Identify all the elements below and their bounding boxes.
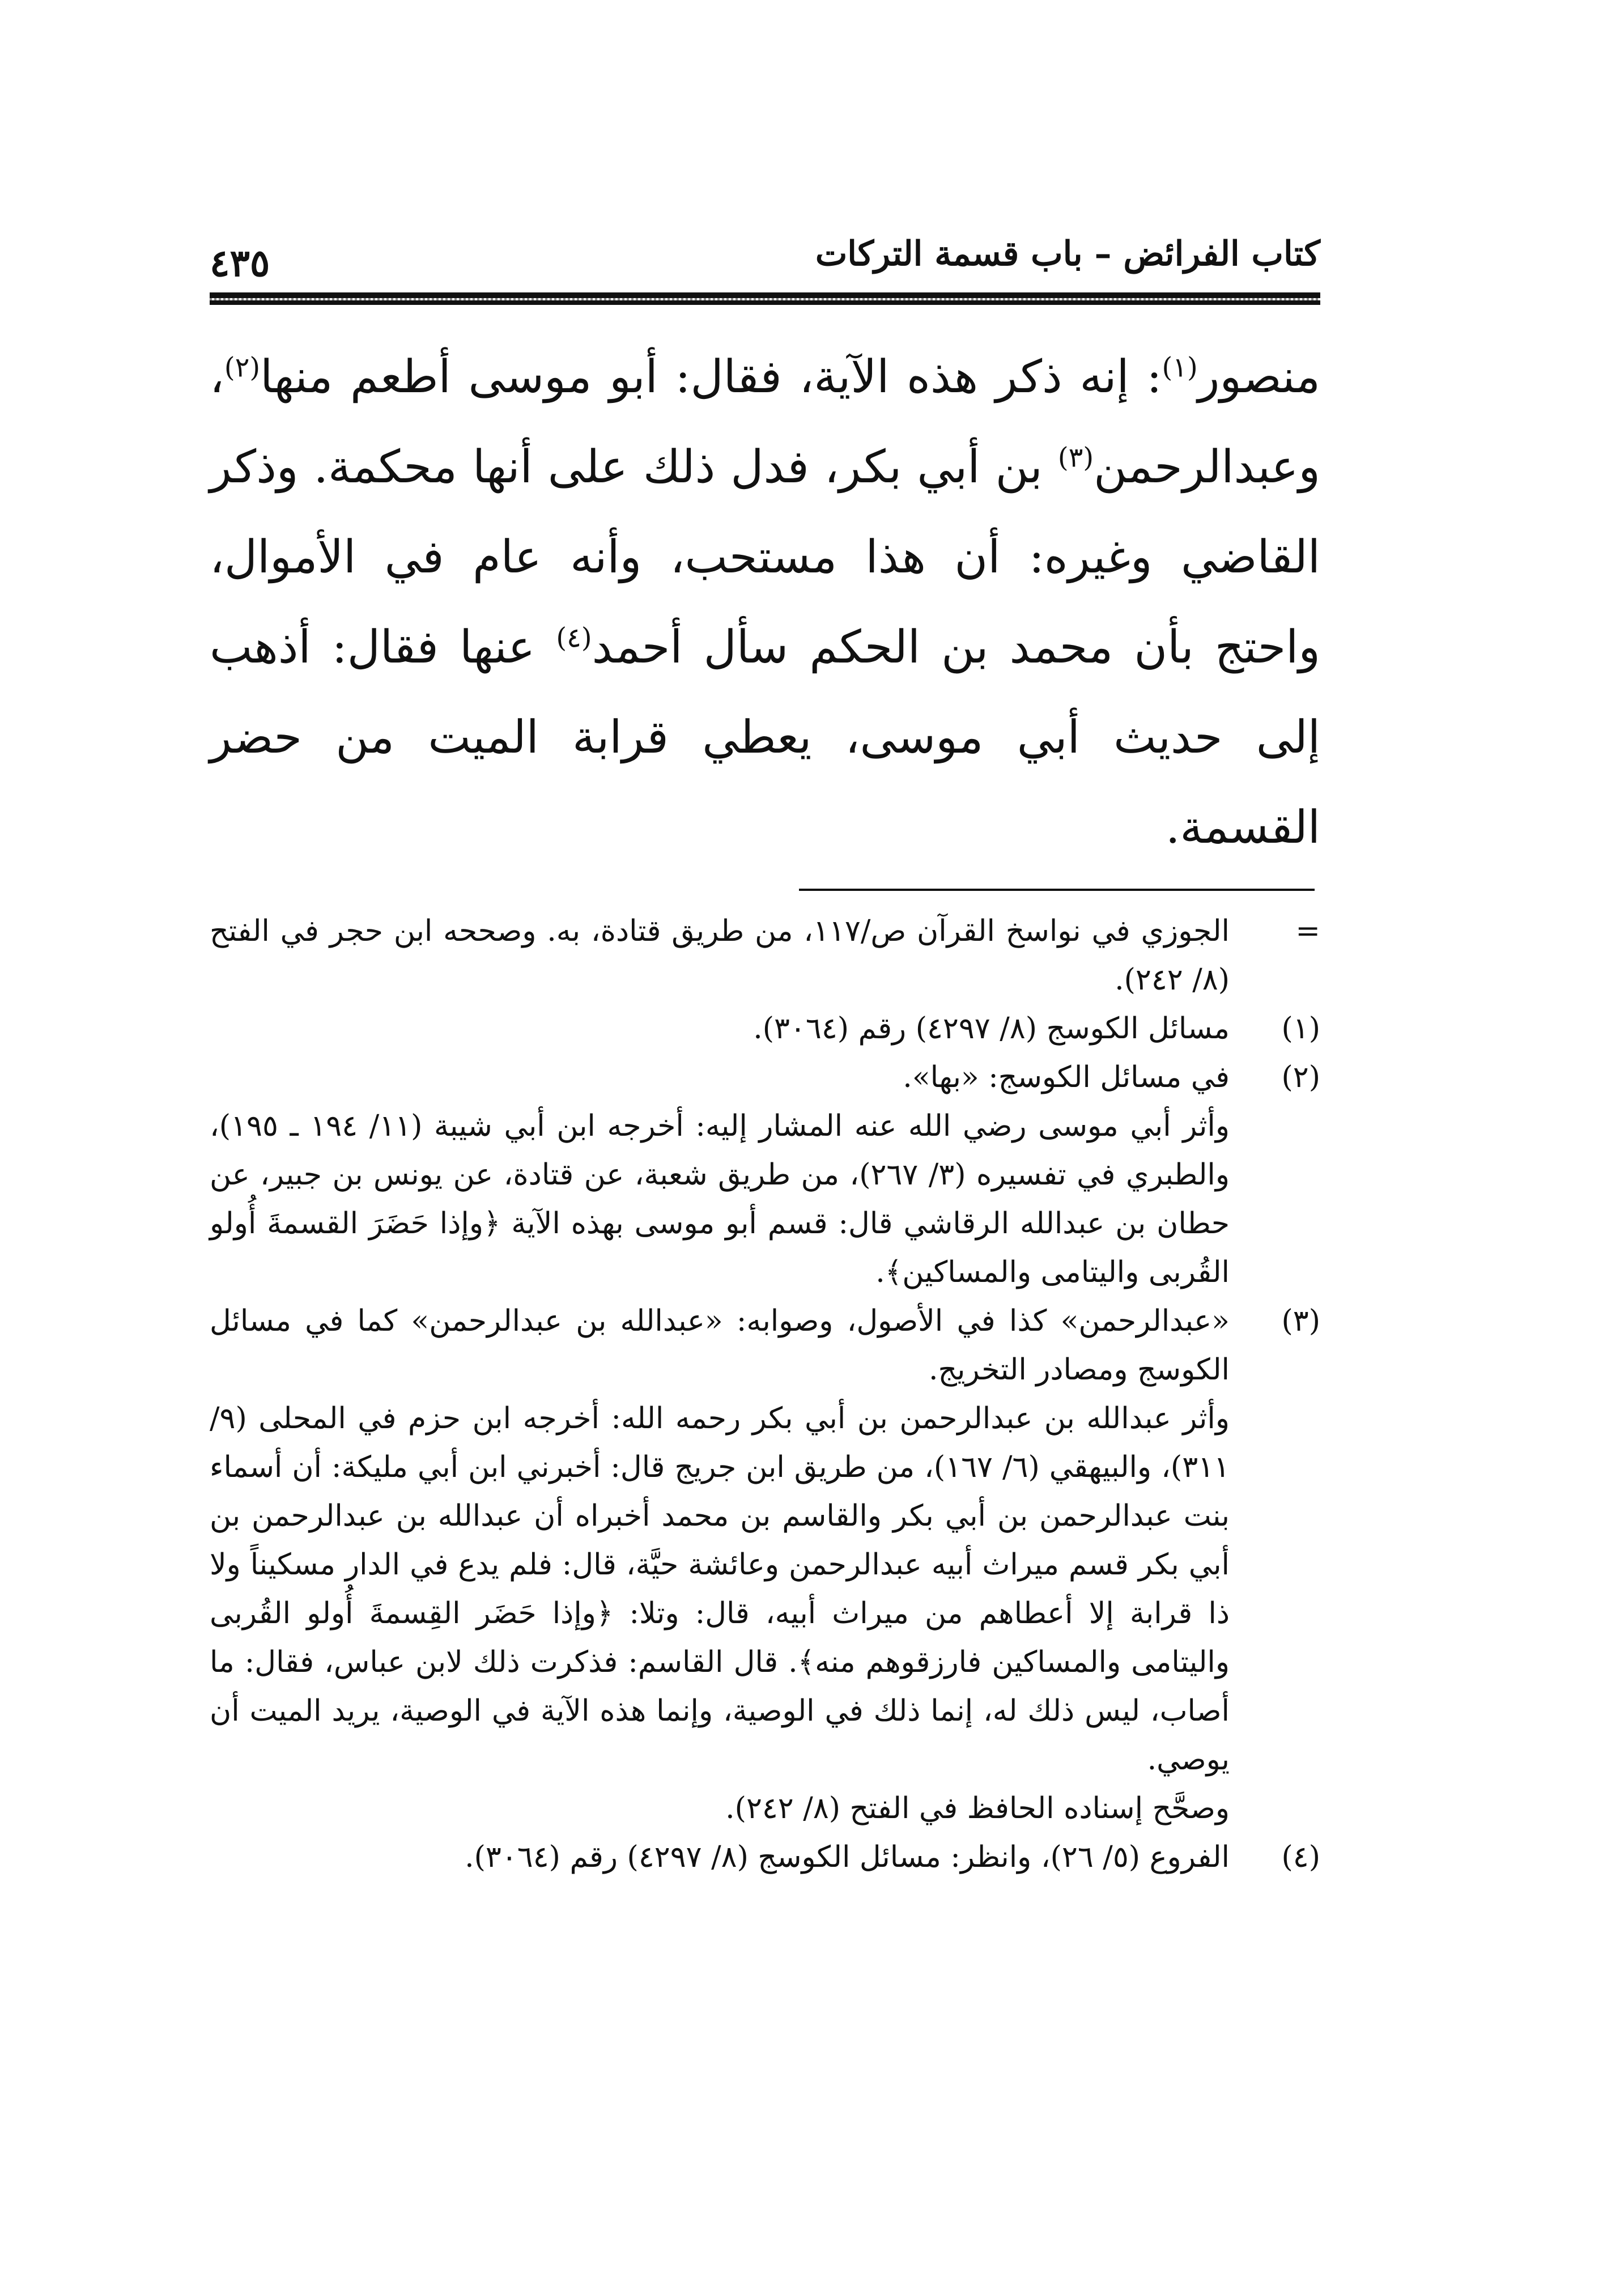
- page-header: [210, 224, 1320, 286]
- main-text: [210, 332, 1320, 872]
- footnote-marker: (١): [1281, 1012, 1320, 1046]
- footnote-3: [210, 1297, 1320, 1394]
- main-text-segment: ، وعبدالرحمن: [210, 350, 1320, 493]
- header-rule: [210, 292, 1320, 305]
- footnote-continuation: [210, 907, 1320, 1004]
- footnote-ref-1: (١): [1162, 351, 1198, 384]
- footnote-4: [210, 1833, 1320, 1882]
- footnote-text: الجوزي في نواسخ القرآن ص/١١٧، من طريق قتادة، به. وصححه ابن حجر في الفتح (٨/ ٢٤٢).: [210, 914, 1230, 997]
- footnote-marker: =: [1295, 914, 1320, 948]
- footnote-marker: (٣): [1281, 1304, 1320, 1338]
- footnote-ref-3: (٣): [1057, 441, 1094, 474]
- footnote-text: مسائل الكوسج (٨/ ٤٢٩٧) رقم (٣٠٦٤).: [753, 1012, 1230, 1046]
- page-number: ٤٣٥: [210, 241, 270, 285]
- main-text-segment: عنها فقال: أذهب إلى حديث أبي موسى، يعطي قرابة الميت من حضر القسمة.: [210, 621, 1320, 853]
- main-text-segment: منصور: [1197, 350, 1321, 403]
- footnote-text: «عبدالرحمن» كذا في الأصول، وصوابه: «عبدالله بن عبدالرحمن» كما في مسائل الكوسج ومصادر التخريج.: [210, 1304, 1230, 1387]
- footnote-3-authentication: وصحَّح إسناده الحافظ في الفتح (٨/ ٢٤٢).: [725, 1791, 1230, 1825]
- footnote-2-detail: وأثر أبي موسى رضي الله عنه المشار إليه: أخرجه ابن أبي شيبة (١١/ ١٩٤ ـ ١٩٥)، والطبري في تفسيره (٣/ ٢٦٧)، من طريق شعبة، عن قتادة، عن يونس بن جبير، عن حطان بن عبدالله الرقاشي قال: قسم أبو موسى بهذه الآية ﴿وإذا حَضَرَ القسمةَ أُولو القُربى واليتامى والمساكين﴾.: [210, 1109, 1230, 1289]
- footnote-2: [210, 1053, 1320, 1102]
- footnote-1: [210, 1004, 1320, 1053]
- footnote-marker: (٢): [1281, 1060, 1320, 1094]
- main-text-segment: : إنه ذكر هذه الآية، فقال: أبو موسى أطعم منها: [260, 350, 1162, 403]
- footnote-ref-2: (٢): [224, 351, 261, 384]
- footnote-ref-4: (٤): [556, 622, 592, 654]
- footnotes: [210, 907, 1320, 1882]
- main-paragraph: [210, 332, 1320, 872]
- footnote-marker: (٤): [1281, 1840, 1320, 1874]
- footnote-separator: [799, 889, 1315, 891]
- main-text-segment: بن أبي بكر، فدل ذلك على أنها محكمة. وذكر القاضي وغيره: أن هذا مستحب، وأنه عام في الأموال، واحتج بأن محمد بن الحكم سأل أحمد: [210, 440, 1321, 673]
- footnote-text: في مسائل الكوسج: «بها».: [903, 1060, 1230, 1094]
- footnote-3-detail: وأثر عبدالله بن عبدالرحمن بن أبي بكر رحمه الله: أخرجه ابن حزم في المحلى (٩/ ٣١١)، والبيهقي (٦/ ١٦٧)، من طريق ابن جريج قال: أخبرني ابن أبي مليكة: أن أسماء بنت عبدالرحمن بن أبي بكر والقاسم بن محمد أخبراه أن عبدالله بن عبدالرحمن بن أبي بكر قسم ميراث أبيه عبدالرحمن وعائشة حيَّة، قال: فلم يدع في الدار مسكيناً ولا ذا قرابة إلا أعطاهم من ميراث أبيه، قال: وتلا: ﴿وإذا حَضَر القِسمةَ أُولو القُربى واليتامى والمساكين فارزقوهم منه﴾. قال القاسم: فذكرت ذلك لابن عباس، فقال: ما أصاب، ليس ذلك له، إنما ذلك في الوصية، وإنما هذه الآية في الوصية، يريد الميت أن يوصي.: [210, 1402, 1230, 1777]
- running-title: كتاب الفرائض – باب قسمة التركات: [815, 234, 1320, 274]
- footnote-text: الفروع (٥/ ٢٦)، وانظر: مسائل الكوسج (٨/ ٤٢٩٧) رقم (٣٠٦٤).: [465, 1840, 1230, 1874]
